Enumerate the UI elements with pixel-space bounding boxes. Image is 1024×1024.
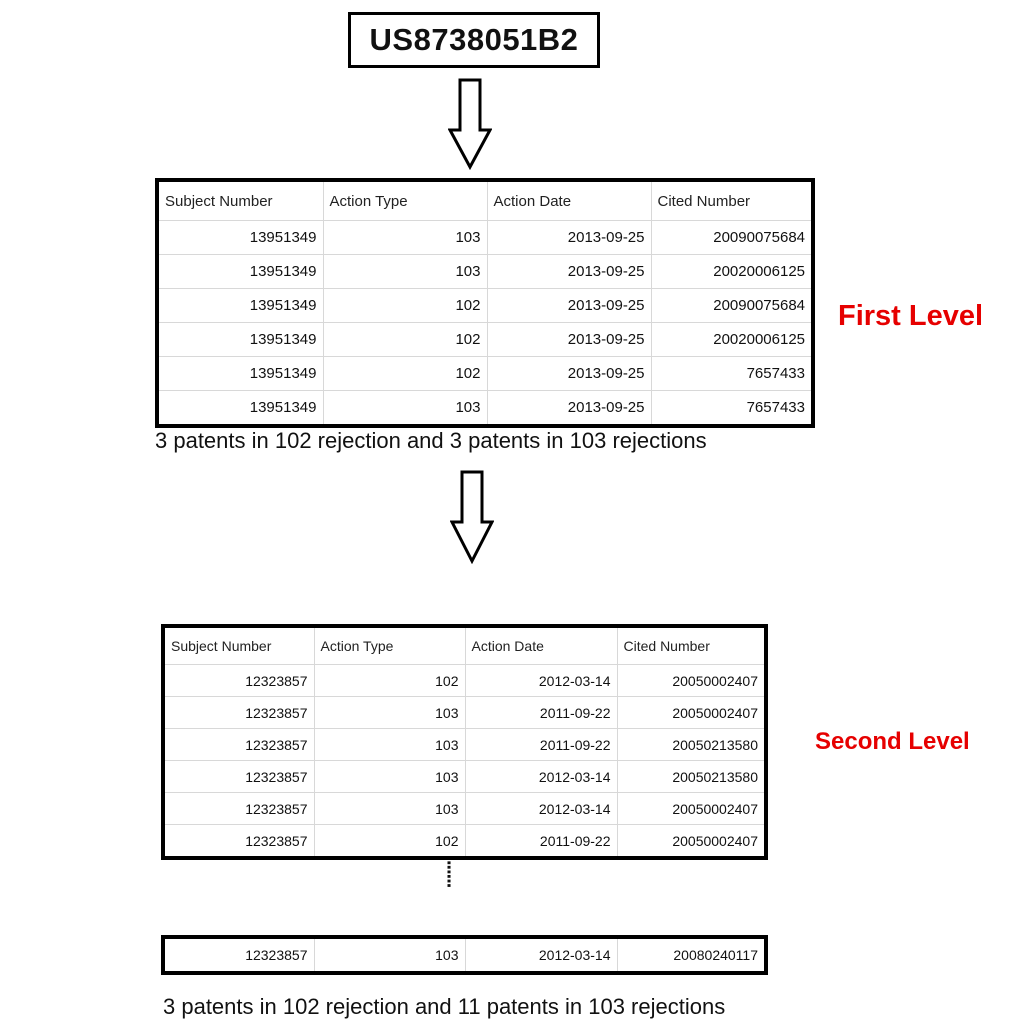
down-arrow-icon xyxy=(448,78,492,170)
table-cell: 12323857 xyxy=(163,761,314,793)
table-cell: 20050002407 xyxy=(617,697,766,729)
second-level-caption: 3 patents in 102 rejection and 11 patents in 103 rejections xyxy=(163,994,726,1019)
table-cell: 20050213580 xyxy=(617,729,766,761)
table-cell: 7657433 xyxy=(651,391,813,427)
table-cell: 13951349 xyxy=(157,323,323,357)
table-row xyxy=(157,255,813,289)
second-level-last-row-table xyxy=(161,935,768,975)
table-cell: 2011-09-22 xyxy=(465,697,617,729)
table-cell: 103 xyxy=(323,221,487,255)
column-header: Action Type xyxy=(323,180,487,221)
table-cell: 2012-03-14 xyxy=(465,793,617,825)
table-cell: 12323857 xyxy=(163,793,314,825)
table-cell: 2012-03-14 xyxy=(465,761,617,793)
table-cell: 20090075684 xyxy=(651,221,813,255)
table-cell: 103 xyxy=(323,391,487,427)
column-header: Action Date xyxy=(465,626,617,665)
column-header: Cited Number xyxy=(617,626,766,665)
table-cell: 13951349 xyxy=(157,289,323,323)
table-cell: 20020006125 xyxy=(651,323,813,357)
table-cell: 2012-03-14 xyxy=(465,937,617,973)
table-cell: 13951349 xyxy=(157,221,323,255)
table-cell: 12323857 xyxy=(163,729,314,761)
patent-id-box xyxy=(348,12,600,68)
first-level-caption: 3 patents in 102 rejection and 3 patents in 103 rejections xyxy=(155,428,707,453)
table-cell: 103 xyxy=(323,255,487,289)
table-cell: 20050002407 xyxy=(617,793,766,825)
patent-id: US8738051B2 xyxy=(369,22,579,57)
table-cell: 2011-09-22 xyxy=(465,729,617,761)
column-header: Subject Number xyxy=(157,180,323,221)
table-cell: 13951349 xyxy=(157,255,323,289)
first-level-label: First Level xyxy=(838,300,984,332)
first-level-table xyxy=(155,178,815,428)
table-cell: 20050002407 xyxy=(617,665,766,697)
table-row xyxy=(163,825,766,859)
table-cell: 2013-09-25 xyxy=(487,289,651,323)
table-row xyxy=(157,391,813,427)
table-cell: 2011-09-22 xyxy=(465,825,617,859)
table-cell: 103 xyxy=(314,761,465,793)
table-cell: 20020006125 xyxy=(651,255,813,289)
column-header: Action Type xyxy=(314,626,465,665)
table-row xyxy=(157,323,813,357)
second-level-label: Second Level xyxy=(815,728,970,755)
down-arrow-icon xyxy=(450,470,494,564)
table-cell: 102 xyxy=(314,825,465,859)
table-cell: 12323857 xyxy=(163,825,314,859)
table-cell: 20050213580 xyxy=(617,761,766,793)
table-cell: 13951349 xyxy=(157,357,323,391)
table-cell: 103 xyxy=(314,697,465,729)
table-cell: 20090075684 xyxy=(651,289,813,323)
table-cell: 7657433 xyxy=(651,357,813,391)
table-cell: 103 xyxy=(314,937,465,973)
vertical-ellipsis: ...... xyxy=(442,860,465,888)
table-row xyxy=(163,793,766,825)
table-cell: 12323857 xyxy=(163,697,314,729)
table-cell: 102 xyxy=(323,289,487,323)
table-row xyxy=(157,357,813,391)
table-cell: 102 xyxy=(314,665,465,697)
table-cell: 2013-09-25 xyxy=(487,391,651,427)
table-cell: 2013-09-25 xyxy=(487,221,651,255)
table-cell: 102 xyxy=(323,323,487,357)
table-cell: 2012-03-14 xyxy=(465,665,617,697)
table-cell: 2013-09-25 xyxy=(487,323,651,357)
table-row xyxy=(163,665,766,697)
column-header: Cited Number xyxy=(651,180,813,221)
table-row xyxy=(163,761,766,793)
table-cell: 12323857 xyxy=(163,665,314,697)
table-row xyxy=(163,697,766,729)
table-row xyxy=(163,937,766,973)
table-row xyxy=(157,289,813,323)
table-cell: 2013-09-25 xyxy=(487,255,651,289)
table-cell: 2013-09-25 xyxy=(487,357,651,391)
table-cell: 20050002407 xyxy=(617,825,766,859)
table-cell: 102 xyxy=(323,357,487,391)
table-row xyxy=(157,221,813,255)
table-header-row xyxy=(157,180,813,221)
column-header: Action Date xyxy=(487,180,651,221)
second-level-table xyxy=(161,624,768,860)
table-cell: 103 xyxy=(314,729,465,761)
table-header-row xyxy=(163,626,766,665)
ellipsis-indicator xyxy=(442,860,465,888)
table-cell: 12323857 xyxy=(163,937,314,973)
column-header: Subject Number xyxy=(163,626,314,665)
table-cell: 13951349 xyxy=(157,391,323,427)
table-cell: 20080240117 xyxy=(617,937,766,973)
table-cell: 103 xyxy=(314,793,465,825)
table-row xyxy=(163,729,766,761)
